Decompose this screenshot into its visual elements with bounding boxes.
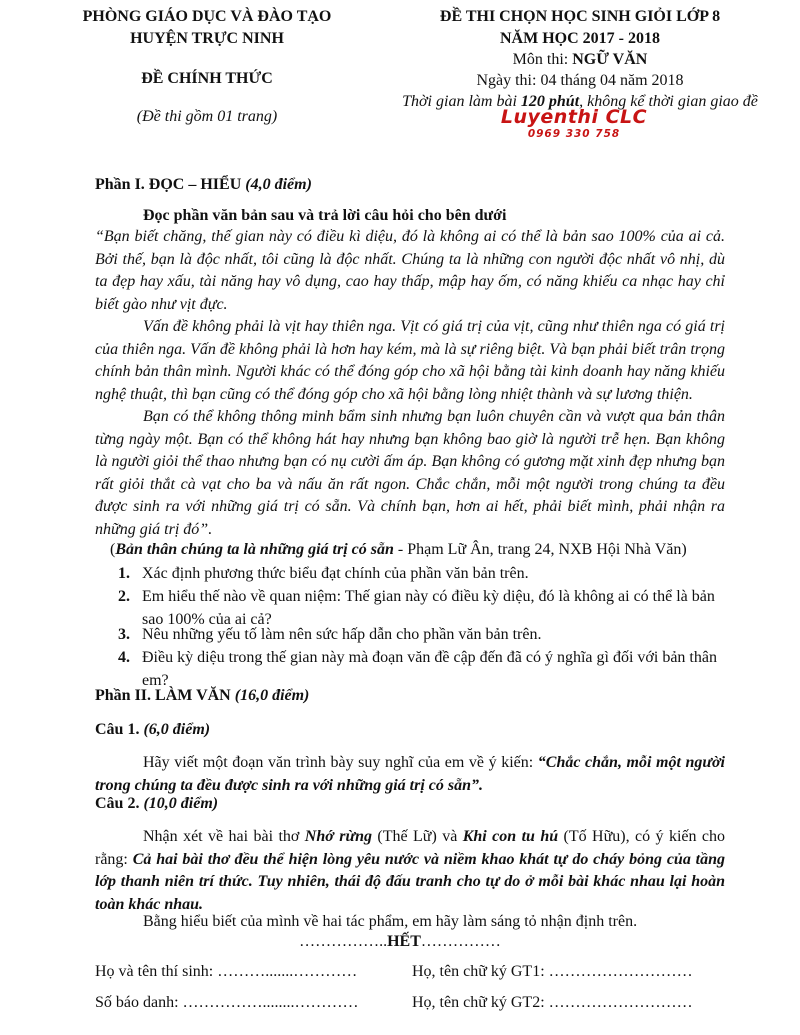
watermark-phone: 0969 330 758 <box>527 128 621 140</box>
school-year: NĂM HỌC 2017 - 2018 <box>500 30 660 47</box>
watermark-logo <box>474 106 674 140</box>
q2-text-3: (Tố Hữu), có ý kiến cho rằng: <box>95 828 726 868</box>
source-open-paren: ( <box>110 541 116 558</box>
q1-quote: “Chắc chắn, mỗi một người trong chúng ta đều được sinh ra với những giá trị có sẵn”. <box>95 754 725 794</box>
subject-name: NGỮ VĂN <box>572 51 648 68</box>
exam-title: ĐỀ THI CHỌN HỌC SINH GIỎI LỚP 8 <box>439 8 721 25</box>
source-details: - Phạm Lữ Ân, trang 24, NXB Hội Nhà Văn) <box>393 541 687 558</box>
q2-poem-1: Nhớ rừng <box>304 828 372 845</box>
passage-paragraph-3: Bạn có thể không thông minh bẩm sinh nhưng bạn luôn chuyên cần và vượt qua bản thân từng ngày một. Bạn có thể không hát hay nhưng bạn không bao giờ là người trễ hẹn. Bạn không là người giỏi thể thao nhưng bạn có nụ cười ấm áp. Bạn không có gương mặt xinh đẹp nhưng bạn rất giỏi thắt cà vạt cho ba và nấu ăn rất ngon. Chắc chắn, mỗi một người trong chúng ta đều được sinh ra với những giá trị có sẵn. Và chính bạn, hơn ai hết, phải biết mình, phải nhận ra những giá trị đó”. <box>95 408 725 538</box>
question-2-number: 2. <box>118 588 130 605</box>
q2-heading <box>95 795 218 813</box>
part2-title: Phần II. LÀM VĂN <box>95 687 235 704</box>
district-name: HUYỆN TRỰC NINH <box>130 30 284 47</box>
page-count-note: (Đề thi gồm 01 trang) <box>136 108 278 125</box>
passage-paragraph-1: “Bạn biết chăng, thế gian này có điều kì diệu, đó là không ai có thể là bản sao 100% của ai cả. Bởi thế, bạn là độc nhất, tôi cũng là độc nhất. Chúng ta là những con người độc nhất vô nhị, dù ta đẹp hay xấu, tài năng hay vô dụng, cao hay thấp, mập hay ốm, có năng khiếu ca nhạc hay chỉ biết gào như vịt đực. <box>95 228 725 313</box>
question-1-text: Xác định phương thức biểu đạt chính của phần văn bản trên. <box>142 565 529 582</box>
end-dots-left: …………….. <box>299 933 388 950</box>
candidate-number-field: Số báo danh: ……………........………… <box>95 994 359 1011</box>
q1-prompt <box>95 752 725 797</box>
official-label: ĐỀ CHÍNH THỨC <box>141 70 273 87</box>
question-3 <box>118 624 728 647</box>
question-1-number: 1. <box>118 565 130 582</box>
exam-date: Ngày thi: 04 tháng 04 năm 2018 <box>476 72 684 89</box>
question-1 <box>118 563 728 586</box>
question-4-number: 4. <box>118 649 130 666</box>
time-prefix: Thời gian làm bài <box>402 93 521 110</box>
question-4 <box>118 647 728 692</box>
reading-instruction: Đọc phần văn bản sau và trả lời câu hỏi cho bên dưới <box>143 207 507 224</box>
supervisor2-field: Họ, tên chữ ký GT2: ……………………… <box>412 994 693 1011</box>
candidate-name-field: Họ và tên thí sinh: ……….......………… <box>95 963 358 980</box>
watermark-name: Luyenthi CLC <box>500 106 648 128</box>
end-word: HẾT <box>387 933 421 950</box>
q2-text-2: (Thế Lữ) và <box>371 828 463 845</box>
time-value: 120 phút <box>520 93 580 110</box>
q1-label: Câu 1. <box>95 721 144 738</box>
end-marker <box>100 933 700 951</box>
question-3-text: Nêu những yếu tố làm nên sức hấp dẫn cho phần văn bản trên. <box>142 626 542 643</box>
q2-text-1: Nhận xét về hai bài thơ <box>143 828 305 845</box>
part1-title: Phần I. ĐỌC – HIỂU <box>95 176 246 193</box>
end-dots-right: …………… <box>420 933 501 950</box>
part2-heading <box>95 687 309 705</box>
passage-paragraph-2: Vấn đề không phải là vịt hay thiên nga. Vịt có giá trị của vịt, cũng như thiên nga có giá trị của thiên nga. Vấn đề không phải là hơn hay kém, mà là sự riêng biệt. Và bạn phải biết trân trọng chính bản thân mình. Người khác có thể đóng góp cho xã hội bằng tài kinh doanh hay năng khiếu nghệ thuật, thì bạn cũng có thể đóng góp cho xã hội bằng lòng nhiệt thành và sự lương thiện. <box>95 318 725 403</box>
q2-prompt <box>95 826 725 916</box>
supervisor1-field: Họ, tên chữ ký GT1: ……………………… <box>412 963 693 980</box>
q2-task: Bằng hiểu biết của mình về hai tác phẩm, em hãy làm sáng tỏ nhận định trên. <box>143 913 638 930</box>
question-4-text: Điều kỳ diệu trong thế gian này mà đoạn văn đề cập đến đã có ý nghĩa gì đối với bản thân em? <box>142 649 717 689</box>
passage-source <box>110 541 687 559</box>
question-3-number: 3. <box>118 626 130 643</box>
subject-label: Môn thi: <box>512 51 573 68</box>
question-2-text: Em hiểu thế nào về quan niệm: Thế gian này có điều kỳ diệu, đó là không ai có thể là bản sao 100% của ai cả? <box>142 588 715 628</box>
department-name: PHÒNG GIÁO DỤC VÀ ĐÀO TẠO <box>82 8 332 25</box>
source-title: Bản thân chúng ta là những giá trị có sẵn <box>115 541 394 558</box>
q2-poem-2: Khi con tu hú <box>462 828 559 845</box>
q2-points: (10,0 điểm) <box>143 795 219 812</box>
subject-line <box>400 51 760 69</box>
q2-label: Câu 2. <box>95 795 144 812</box>
q1-points: (6,0 điểm) <box>143 721 211 738</box>
q1-text: Hãy viết một đoạn văn trình bày suy nghĩ của em về ý kiến: <box>143 754 538 771</box>
part1-points: (4,0 điểm) <box>245 176 312 193</box>
q1-heading <box>95 721 210 739</box>
part2-points: (16,0 điểm) <box>234 687 310 704</box>
time-suffix: , không kể thời gian giao đề <box>579 93 758 110</box>
part1-heading <box>95 176 312 194</box>
q2-opinion: Cả hai bài thơ đều thể hiện lòng yêu nước và niềm khao khát tự do cháy bỏng của tầng lớp thanh niên trí thức. Tuy nhiên, thái độ đấu tranh cho tự do ở mỗi bài khác nhau lại hoàn toàn khác nhau. <box>95 850 726 913</box>
